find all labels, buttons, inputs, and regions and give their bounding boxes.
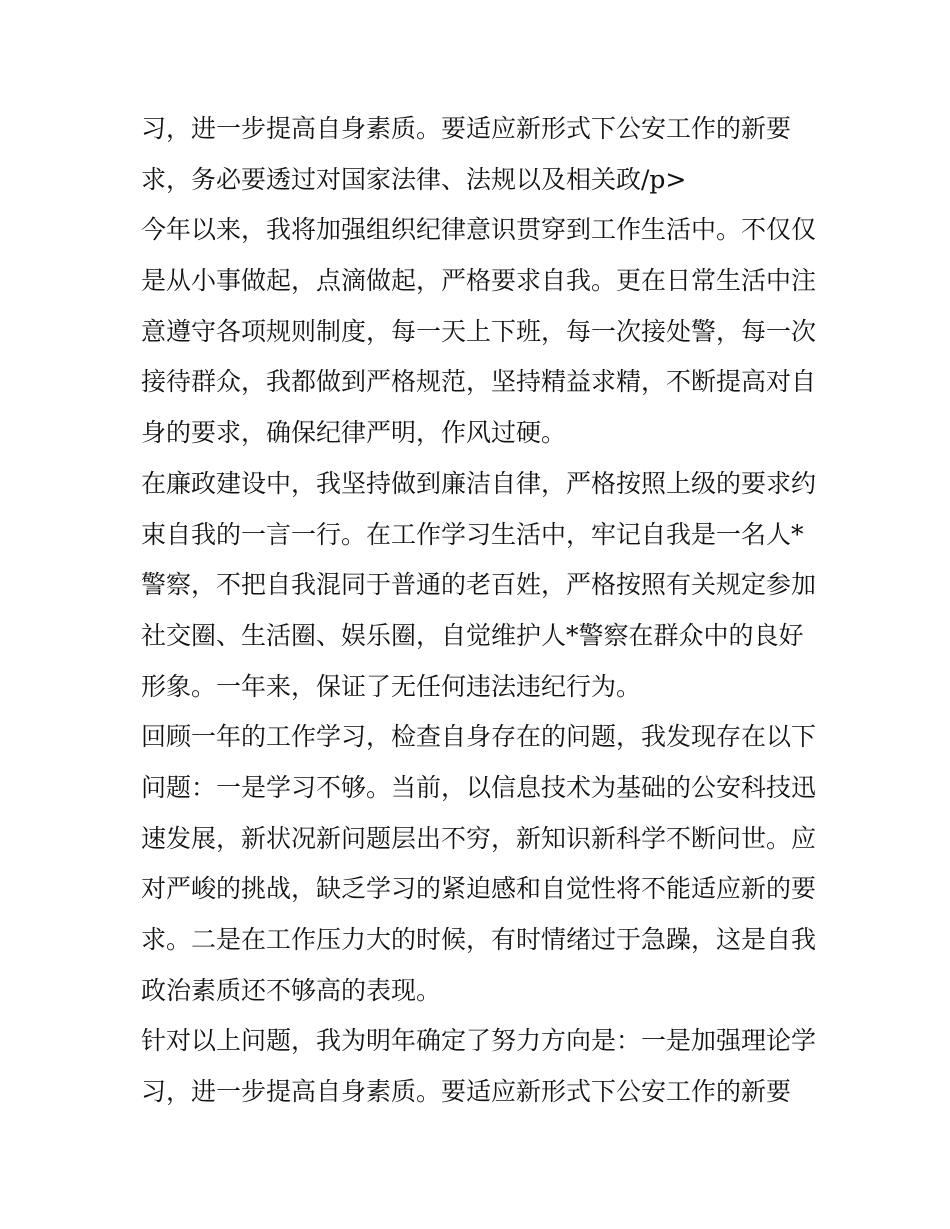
text-line: 接待群众，我都做到严格规范，坚持精益求精，不断提高对自 [141, 367, 817, 397]
paragraph-1 [141, 104, 816, 205]
paragraph-3 [141, 459, 816, 712]
text-line: 形象。一年来，保证了无任何违法违纪行为。 [141, 671, 642, 701]
text-line: 对严峻的挑战，缺乏学习的紧迫感和自觉性将不能适应新的要 [141, 874, 817, 904]
text-line: 习，进一步提高自身素质。要适应新形式下公安工作的新要 [141, 114, 792, 143]
paragraph-4 [141, 712, 816, 1016]
text-line: 警察，不把自我混同于普通的老百姓，严格按照有关规定参加 [141, 570, 817, 600]
text-line: 束自我的一言一行。在工作学习生活中，牢记自我是一名人* [141, 519, 804, 549]
paragraph-2 [141, 205, 816, 458]
text-line: 求。二是在工作压力大的时候，有时情绪过于急躁，这是自我 [141, 925, 817, 954]
text-line: 意遵守各项规则制度，每一天上下班，每一次接处警，每一次 [141, 316, 817, 346]
text-line: 身的要求，确保纪律严明，作风过硬。 [141, 418, 567, 448]
text-line: 政治素质还不够高的表现。 [141, 975, 442, 1005]
text-line: 社交圈、生活圈、娱乐圈，自觉维护人*警察在群众中的良好 [141, 620, 804, 650]
text-line: 求，务必要透过对国家法律、法规以及相关政/p> [141, 164, 687, 194]
document-body [141, 104, 816, 1118]
text-line: 是从小事做起，点滴做起，严格要求自我。更在日常生活中注 [141, 266, 817, 296]
text-line: 在廉政建设中，我坚持做到廉洁自律，严格按照上级的要求约 [141, 468, 817, 498]
text-line: 问题：一是学习不够。当前，以信息技术为基础的公安科技迅 [141, 772, 817, 802]
text-line: 今年以来，我将加强组织纪律意识贯穿到工作生活中。不仅仅 [141, 215, 817, 245]
text-line: 习，进一步提高自身素质。要适应新形式下公安工作的新要 [141, 1077, 792, 1107]
paragraph-5 [141, 1016, 816, 1117]
text-line: 回顾一年的工作学习，检查自身存在的问题，我发现存在以下 [141, 722, 817, 752]
text-line: 针对以上问题，我为明年确定了努力方向是：一是加强理论学 [141, 1026, 817, 1056]
text-line: 速发展，新状况新问题层出不穷，新知识新科学不断问世。应 [141, 823, 817, 853]
